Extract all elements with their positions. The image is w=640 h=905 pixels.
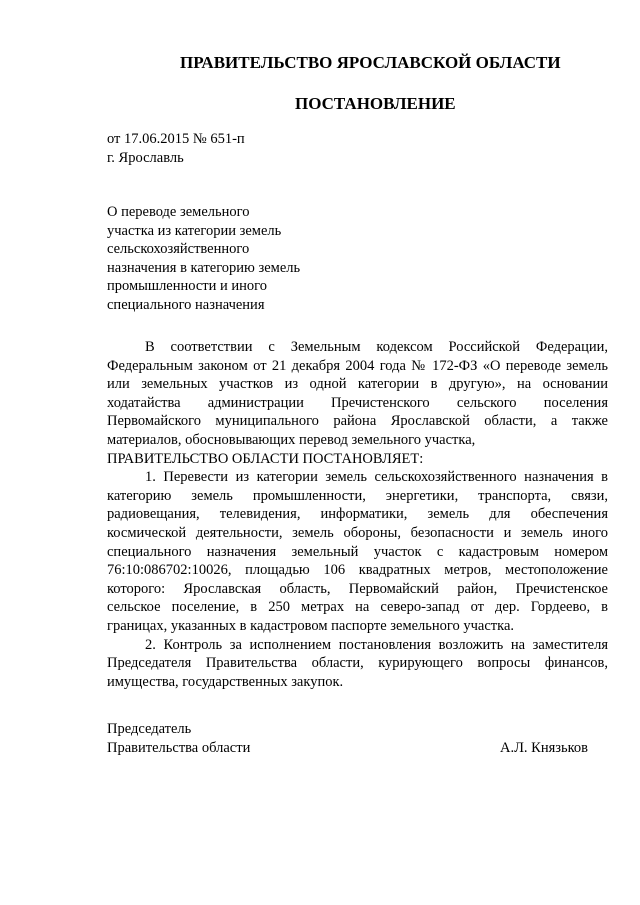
document-city: г. Ярославль	[107, 150, 184, 166]
signature-row	[107, 739, 588, 758]
preamble-line: Федеральным законом от 21 декабря 2004 года № 172-ФЗ «О переводе земель	[107, 357, 608, 374]
subject-line: специального назначения	[107, 296, 265, 313]
item2-line: Председателя Правительства области, курирующего вопросы финансов,	[107, 655, 608, 672]
document-type-title: ПОСТАНОВЛЕНИЕ	[295, 94, 456, 113]
subject-line: сельскохозяйственного	[107, 241, 250, 258]
signature-title-line1: Председатель	[107, 721, 192, 737]
item2-line: имущества, государственных закупок.	[107, 673, 344, 690]
subject-line: промышленности и иного	[107, 278, 268, 295]
organization-title: ПРАВИТЕЛЬСТВО ЯРОСЛАВСКОЙ ОБЛАСТИ	[180, 53, 561, 72]
document-date-number: от 17.06.2015 № 651-п	[107, 131, 245, 147]
item2-line: 2. Контроль за исполнением постановления возложить на заместителя	[145, 636, 608, 653]
document-subject	[107, 203, 300, 315]
subject-line: О переводе земельного	[107, 204, 250, 220]
item1-line: категорию земель промышленности, энергетики, транспорта, связи,	[107, 487, 608, 504]
item1-line: которого: Ярославская область, Первомайский район, Пречистенское	[107, 580, 608, 597]
preamble-line: Первомайского муниципального района Ярославской области, а также	[107, 413, 608, 430]
subject-line: назначения в категорию земель	[107, 259, 301, 276]
item1-line: радиовещания, телевидения, информатики, земель для обеспечения	[107, 506, 608, 523]
resolves-heading: ПРАВИТЕЛЬСТВО ОБЛАСТИ ПОСТАНОВЛЯЕТ:	[107, 450, 424, 467]
signature-block	[107, 720, 588, 757]
preamble-line: В соответствии с Земельным кодексом Российской Федерации,	[145, 339, 608, 355]
preamble-line: или земельных участков из одной категории в другую», на основании	[107, 376, 608, 393]
item1-line: 76:10:086702:10026, площадью 106 квадратных метров, местоположение	[107, 562, 608, 579]
document-body	[107, 338, 608, 691]
signature-title-line2: Правительства области	[107, 739, 251, 756]
subject-line: участка из категории земель	[107, 222, 282, 239]
item1-line: сельское поселение, в 250 метрах на северо-запад от дер. Гордеево, в	[107, 599, 608, 616]
preamble-line: ходатайства администрации Пречистенского сельского поселения	[107, 394, 608, 411]
signatory-name: А.Л. Князьков	[499, 739, 588, 756]
item1-line: специального назначения земельный участок с кадастровым номером	[107, 543, 608, 560]
item1-line: 1. Перевести из категории земель сельскохозяйственного назначения в	[145, 469, 608, 486]
item1-line: границах, указанных в кадастровом паспорте земельного участка.	[107, 617, 515, 634]
preamble-line: материалов, обосновывающих перевод земельного участка,	[107, 431, 476, 448]
item1-line: космической деятельности, земель обороны, безопасности и земель иного	[107, 524, 608, 541]
